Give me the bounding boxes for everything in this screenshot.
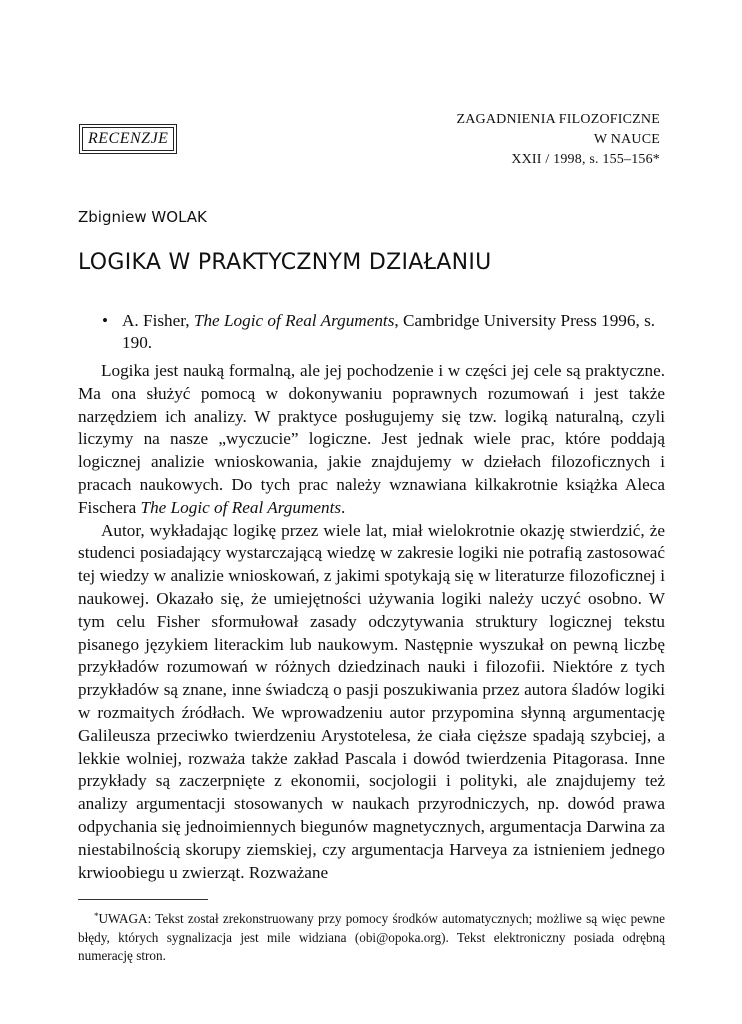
book-publication-info: , Cambridge University Press 1996, s. 190. (122, 311, 656, 352)
book-title: The Logic of Real Arguments (193, 311, 395, 330)
book-author: A. Fisher, (122, 311, 190, 330)
article-title: LOGIKA W PRAKTYCZNYM DZIAŁANIU (78, 250, 492, 275)
journal-subtitle: W NAUCE (593, 132, 660, 147)
paragraph-1-end: . (341, 497, 346, 517)
paragraph-1-text: Logika jest nauką formalną, ale jej pochodzenie i w części jej cele są praktyczne. Ma ona służyć pomocą w dokonywaniu poprawnych rozumowań i jest także narzędziem ich analizy. W praktyce posługujemy się tzw. logiką naturalną, czyli liczymy na nasze „wyczucie” logiczne. Jest jednak wiele prac, które poddają logicznej analizie wnioskowania, jakie znajdujemy w dziełach filozoficznych i pracach naukowych. Do tych prac należy wznawiana kilkakrotnie książka Aleca Fischera (78, 361, 665, 517)
bullet-icon: • (102, 311, 109, 330)
footnote (78, 907, 665, 966)
paragraph-1 (78, 360, 665, 520)
article-author: Zbigniew WOLAK (78, 208, 207, 226)
footnote-mark: * (94, 911, 99, 921)
journal-name: ZAGADNIENIA FILOZOFICZNE (456, 112, 660, 127)
paragraph-2: Autor, wykładając logikę przez wiele lat, miał wielokrotnie okazję stwierdzić, że studenci posiadający wystarczającą wiedzę w zakresie logiki nie potrafią zastosować tej wiedzy w analizie wnioskowań, z jakimi spotykają się w literaturze filozoficznej i naukowej. Okazało się, że umiejętności używania logiki należy uczyć osobno. W tym celu Fisher sformułował zasady odczytywania struktury logicznej tekstu pisanego językiem literackim lub naukowym. Następnie wyszukał on pewną liczbę przykładów rozumowań w różnych dziedzinach nauki i filozofii. Niektóre z tych przykładów są znane, inne świadczą o pasji poszukiwania przez autora śladów logiki w rozmaitych źródłach. We wprowadzeniu autor przypomina słynną argumentację Galileusza przeciwko twierdzeniu Arystotelesa, że ciała cięższe spadają szybciej, a lekkie wolniej, rozważa także zakład Pascala i dowód twierdzenia Pitagorasa. Inne przykłady są zaczerpnięte z ekonomii, socjologii i polityki, ale znajdujemy też analizy argumentacji stosowanych w naukach przyrodniczych, np. dowód prawa odpychania się jednoimiennych biegunów magnetycznych, argumentacja Darwina za niestabilnością skorupy ziemskiej, czy argumentacja Harveya za istnieniem jednego krwioobiegu u zwierząt. Rozważane (78, 520, 665, 882)
footnote-text: UWAGA: Tekst został zrekonstruowany przy pomocy środków automatycznych; możliwe są więc pewne błędy, których sygnalizacja jest mile widziana (obi@opoka.org). Tekst elektroniczny posiada odrębną numerację stron. (78, 911, 665, 963)
journal-header (456, 110, 660, 170)
footnote-rule (78, 899, 208, 900)
reviewed-book-entry (102, 310, 665, 354)
paragraph-1-book-title: The Logic of Real Arguments (140, 497, 342, 517)
journal-volume: XXII / 1998, s. 155–156* (511, 152, 660, 167)
section-label: RECENZJE (82, 127, 174, 151)
review-body (78, 360, 665, 884)
